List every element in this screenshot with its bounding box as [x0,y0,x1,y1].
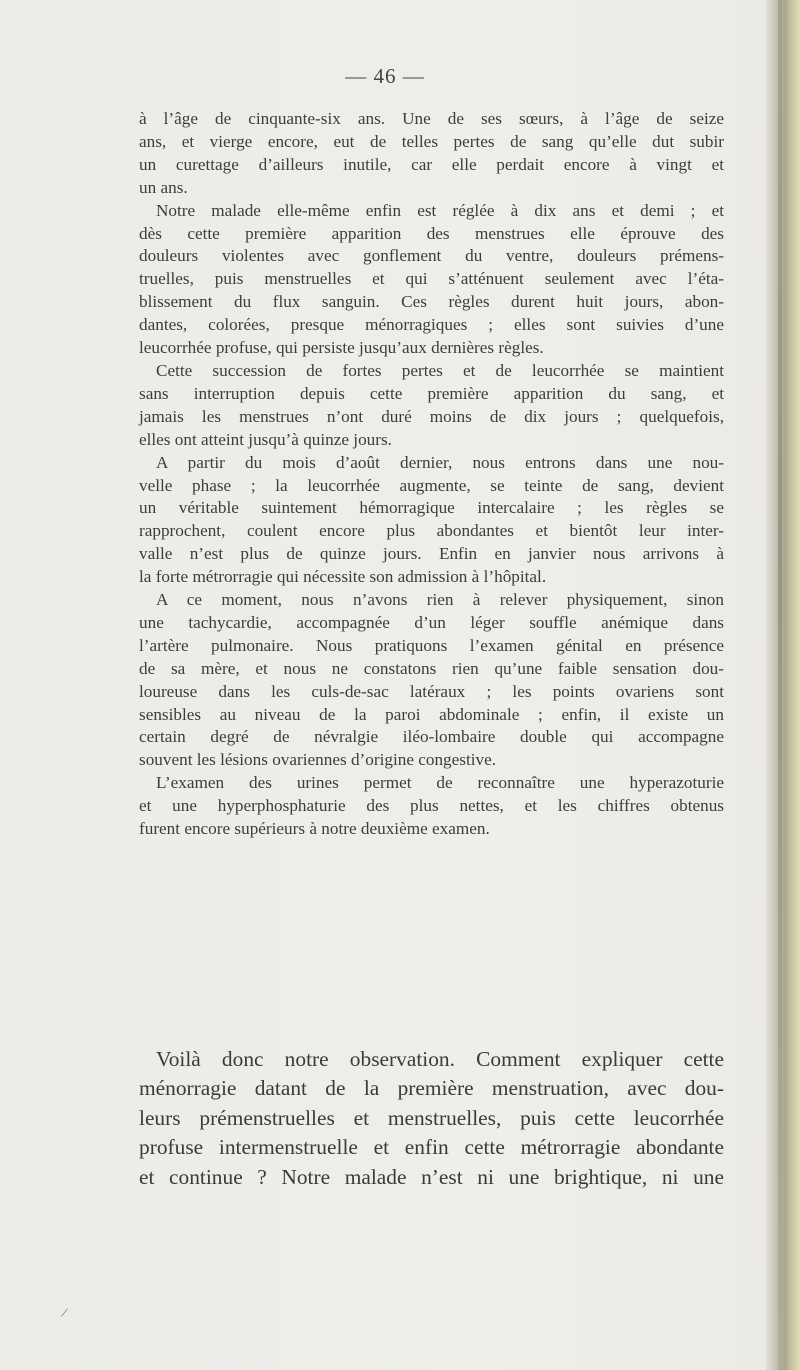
text-line: leurs prémenstruelles et menstruelles, puis cette leucorrhée [139,1105,724,1130]
text-line: sensibles au niveau de la paroi abdominale ; enfin, il existe un [139,704,724,724]
text-line: A partir du mois d’août dernier, nous entrons dans une nou- [156,452,724,472]
text-line: Voilà donc notre observation. Comment expliquer cette [156,1047,724,1071]
text-line: douleurs violentes avec gonflement du ventre, douleurs prémens- [139,246,724,266]
text-line: et continue ? Notre malade n’est ni une brightique, ni une [139,1164,724,1189]
closing-paragraph [139,1045,724,1192]
text-line: certain degré de névralgie iléo-lombaire double qui accompagne [139,727,724,747]
text-line: Notre malade elle-même enfin est réglée à dix ans et demi ; et [156,200,724,220]
text-line: L’examen des urines permet de reconnaître une hyperazoturie [156,773,724,793]
text-line: une tachycardie, accompagnée d’un léger souffle anémique dans [139,612,724,632]
text-line: leucorrhée profuse, qui persiste jusqu’aux dernières règles. [139,338,544,358]
text-line: rapprochent, coulent encore plus abondantes et bientôt leur inter- [139,521,724,541]
text-line: dantes, colorées, presque ménorragiques ; elles sont suivies d’une [139,315,724,335]
text-line: profuse intermenstruelle et enfin cette métrorragie abondante [139,1135,724,1160]
text-line: dès cette première apparition des menstrues elle éprouve des [139,223,724,243]
text-line: de sa mère, et nous ne constatons rien qu’une faible sensation dou- [139,658,724,678]
text-line: sans interruption depuis cette première apparition du sang, et [139,383,724,403]
margin-mark: / [59,1305,69,1322]
text-line: ans, et vierge encore, eut de telles pertes de sang qu’elle dut subir [139,131,724,151]
text-line: un véritable suintement hémorragique intercalaire ; les règles se [139,498,724,518]
text-line: l’artère pulmonaire. Nous pratiquons l’examen génital en présence [139,635,724,655]
text-line: la forte métrorragie qui nécessite son admission à l’hôpital. [139,567,547,587]
text-line: velle phase ; la leucorrhée augmente, se teinte de sang, devient [139,475,724,495]
text-line: elles ont atteint jusqu’à quinze jours. [139,429,392,449]
text-line: A ce moment, nous n’avons rien à relever physiquement, sinon [156,590,724,610]
page-edge-shadow [778,0,782,1370]
text-line: furent encore supérieurs à notre deuxième examen. [139,819,490,839]
text-line: souvent les lésions ovariennes d’origine congestive. [139,750,497,770]
text-line: loureuse dans les culs-de-sac latéraux ; les points ovariens sont [139,681,724,701]
text-line: ménorragie datant de la première menstruation, avec dou- [139,1076,724,1101]
page-edge [766,0,800,1370]
text-line: à l’âge de cinquante-six ans. Une de ses sœurs, à l’âge de seize [139,109,724,128]
body-text [139,108,724,841]
page-number: — 46 — [345,64,425,88]
text-line: Cette succession de fortes pertes et de leucorrhée se maintient [156,360,724,380]
text-line: jamais les menstrues n’ont duré moins de dix jours ; quelquefois, [139,406,724,426]
text-line: blissement du flux sanguin. Ces règles durent huit jours, abon- [139,292,724,312]
text-line: truelles, puis menstruelles et qui s’atténuent seulement avec l’éta- [139,269,724,289]
text-line: et une hyperphosphaturie des plus nettes, et les chiffres obtenus [139,796,724,816]
text-line: un ans. [139,177,188,197]
text-line: un curettage d’ailleurs inutile, car elle perdait encore à vingt et [139,154,724,174]
text-line: valle n’est plus de quinze jours. Enfin en janvier nous arrivons à [139,544,724,564]
